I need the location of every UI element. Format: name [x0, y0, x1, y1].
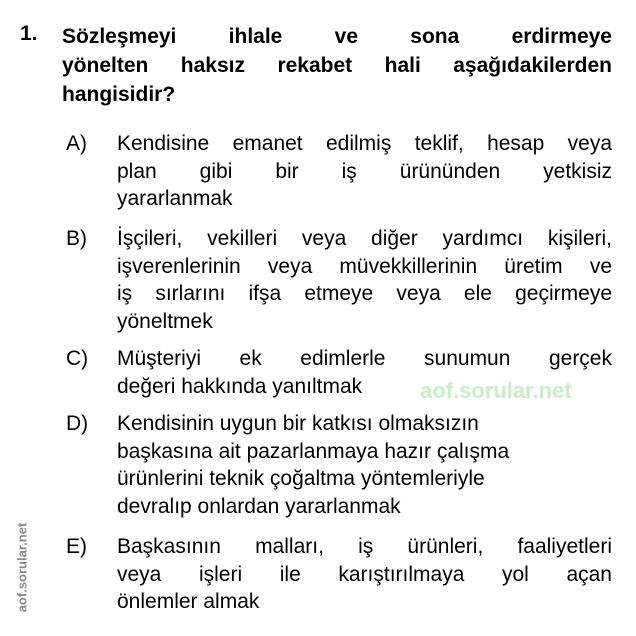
option-line: Müşteriyi ek edimlerle sunumun gerçek — [117, 347, 612, 370]
option-line: plan gibi bir iş ürününden yetkisiz — [117, 159, 612, 183]
question-line: Sözleşmeyi ihlale ve sona erdirmeye — [62, 25, 612, 48]
watermark: aof.sorular.net — [420, 378, 572, 403]
option-line: Kendisine emanet edilmiş teklif, hesap veya — [117, 132, 612, 155]
option-label: B) — [66, 227, 87, 250]
option-line: değeri hakkında yanıltmak — [117, 374, 363, 398]
option-line: Kendisinin uygun bir katkısı olmaksızın — [117, 412, 479, 435]
option-line: yararlanmak — [117, 187, 233, 210]
question-line: hangisidir? — [62, 83, 176, 106]
question-text — [62, 22, 612, 109]
option-line: başkasına ait pazarlanmaya hazır çalışma — [117, 439, 510, 463]
option-line: veya işleri ile karıştırılmaya yol açan — [117, 562, 612, 586]
option-line: iş sırlarını ifşa etmeye veya ele geçirmeye — [117, 282, 612, 305]
option-line: Başkasının malları, iş ürünleri, faaliyetleri — [117, 535, 612, 558]
option-label: A) — [66, 132, 87, 155]
side-watermark: aof.sorular.net — [14, 522, 30, 613]
option-line: İşçileri, vekilleri veya diğer yardımcı kişileri, — [117, 227, 612, 250]
option-line: ürünlerini teknik çoğaltma yöntemleriyle — [117, 467, 485, 490]
option-line: önlemler almak — [117, 590, 260, 613]
option-label: E) — [66, 535, 87, 558]
option-line: devralıp onlardan yararlanmak — [117, 494, 401, 518]
option-label: D) — [66, 412, 89, 435]
option-label: C) — [66, 347, 89, 370]
option-line: işverenlerinin veya müvekkillerinin üretim ve — [117, 254, 612, 278]
question-number: 1. — [20, 22, 38, 45]
question-line: yönelten haksız rekabet hali aşağıdakilerden — [62, 54, 612, 77]
option-line: yöneltmek — [117, 309, 213, 333]
